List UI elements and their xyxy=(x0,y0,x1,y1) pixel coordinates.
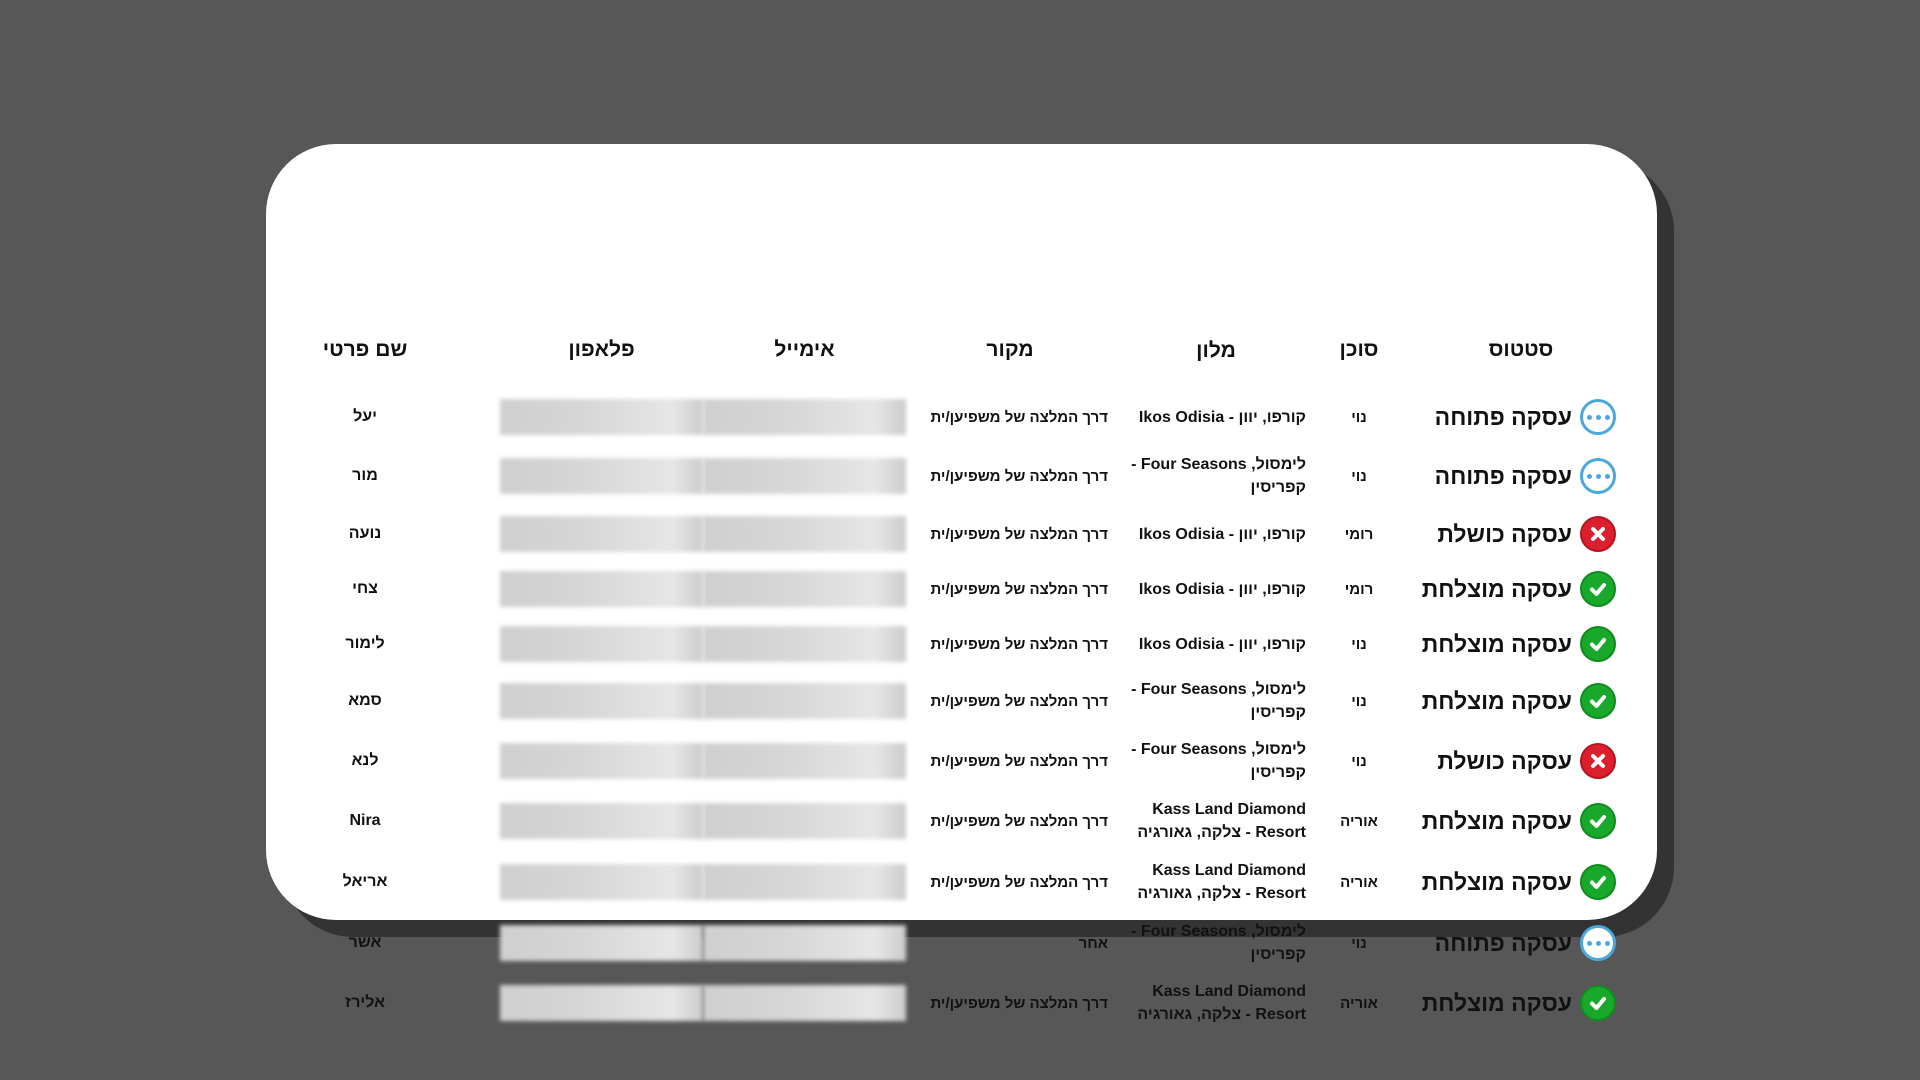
status-cell xyxy=(1396,915,1616,971)
first-name-cell: לנא xyxy=(351,752,379,769)
hotel-cell: לימסול, Four Seasons - קפריסין xyxy=(1131,456,1306,496)
check-circle-icon xyxy=(1580,864,1616,900)
hotel-cell: לימסול, Four Seasons - קפריסין xyxy=(1131,681,1306,721)
phone-cell-redacted xyxy=(500,561,703,617)
status-cell xyxy=(1396,561,1616,617)
phone-cell-redacted xyxy=(500,915,703,971)
source-cell: אחר xyxy=(1078,934,1108,952)
agent-cell: אוריה xyxy=(1340,994,1378,1012)
table-row[interactable] xyxy=(266,915,1657,971)
email-cell-redacted xyxy=(703,733,906,789)
status-cell xyxy=(1396,616,1616,672)
first-name-cell: אלירז xyxy=(345,994,385,1011)
table-row[interactable] xyxy=(266,975,1657,1031)
x-circle-icon xyxy=(1580,516,1616,552)
status-label: עסקה מוצלחת xyxy=(1421,630,1572,657)
table-row[interactable] xyxy=(266,854,1657,910)
hotel-cell: Kass Land Diamond Resort - צלקה, גאורגיה xyxy=(1137,801,1306,841)
status-cell xyxy=(1396,506,1616,562)
phone-cell-redacted xyxy=(500,389,703,445)
status-label: עסקה כושלת xyxy=(1437,747,1572,774)
source-cell: דרך המלצה של משפיען/ית xyxy=(930,635,1108,653)
status-label: עסקה מוצלחת xyxy=(1421,575,1572,602)
table-row[interactable] xyxy=(266,673,1657,729)
phone-cell-redacted xyxy=(500,448,703,504)
agent-cell: אוריה xyxy=(1340,873,1378,891)
hotel-cell: Kass Land Diamond Resort - צלקה, גאורגיה xyxy=(1137,983,1306,1023)
header-source: מקור xyxy=(986,338,1034,361)
status-cell xyxy=(1396,389,1616,445)
hotel-cell: Kass Land Diamond Resort - צלקה, גאורגיה xyxy=(1137,862,1306,902)
check-circle-icon xyxy=(1580,626,1616,662)
table-row[interactable] xyxy=(266,616,1657,672)
phone-cell-redacted xyxy=(500,616,703,672)
leads-table-card xyxy=(266,144,1657,1023)
agent-cell: אוריה xyxy=(1340,812,1378,830)
source-cell: דרך המלצה של משפיען/ית xyxy=(930,692,1108,710)
email-cell-redacted xyxy=(703,854,906,910)
status-cell xyxy=(1396,733,1616,789)
source-cell: דרך המלצה של משפיען/ית xyxy=(930,994,1108,1012)
phone-cell-redacted xyxy=(500,854,703,910)
table-row[interactable] xyxy=(266,506,1657,562)
status-label: עסקה פתוחה xyxy=(1434,462,1572,489)
check-circle-icon xyxy=(1580,571,1616,607)
status-label: עסקה פתוחה xyxy=(1434,403,1572,430)
agent-cell: נוי xyxy=(1351,692,1367,710)
hotel-cell: קורפו, יוון - Ikos Odisia xyxy=(1138,408,1306,426)
phone-cell-redacted xyxy=(500,733,703,789)
status-label: עסקה מוצלחת xyxy=(1421,868,1572,895)
more-dots-icon xyxy=(1580,399,1616,435)
header-agent: סוכן xyxy=(1339,338,1379,361)
hotel-cell: לימסול, Four Seasons - קפריסין xyxy=(1131,741,1306,781)
source-cell: דרך המלצה של משפיען/ית xyxy=(930,525,1108,543)
email-cell-redacted xyxy=(703,915,906,971)
hotel-cell: לימסול, Four Seasons - קפריסין xyxy=(1131,923,1306,963)
header-phone: פלאפון xyxy=(568,338,635,361)
email-cell-redacted xyxy=(703,793,906,849)
table-header xyxy=(266,322,1657,378)
email-cell-redacted xyxy=(703,616,906,672)
first-name-cell: נועה xyxy=(348,525,382,542)
status-label: עסקה כושלת xyxy=(1437,520,1572,547)
phone-cell-redacted xyxy=(500,975,703,1031)
hotel-cell: קורפו, יוון - Ikos Odisia xyxy=(1138,635,1306,653)
email-cell-redacted xyxy=(703,448,906,504)
source-cell: דרך המלצה של משפיען/ית xyxy=(930,873,1108,891)
x-circle-icon xyxy=(1580,743,1616,779)
status-cell xyxy=(1396,448,1616,504)
source-cell: דרך המלצה של משפיען/ית xyxy=(930,580,1108,598)
status-label: עסקה מוצלחת xyxy=(1421,807,1572,834)
table-row[interactable] xyxy=(266,793,1657,849)
header-status: סטטוס xyxy=(1488,338,1554,361)
header-first-name: שם פרטי xyxy=(322,338,408,361)
check-circle-icon xyxy=(1580,683,1616,719)
status-label: עסקה מוצלחת xyxy=(1421,687,1572,714)
header-hotel: מלון xyxy=(1196,338,1236,362)
phone-cell-redacted xyxy=(500,793,703,849)
email-cell-redacted xyxy=(703,506,906,562)
source-cell: דרך המלצה של משפיען/ית xyxy=(930,812,1108,830)
table-row[interactable] xyxy=(266,448,1657,504)
more-dots-icon xyxy=(1580,458,1616,494)
first-name-cell: Nira xyxy=(349,812,381,829)
first-name-cell: אריאל xyxy=(342,873,388,890)
status-label: עסקה פתוחה xyxy=(1434,929,1572,956)
agent-cell: נוי xyxy=(1351,752,1367,770)
first-name-cell: צחי xyxy=(352,580,378,597)
table-row[interactable] xyxy=(266,733,1657,789)
email-cell-redacted xyxy=(703,975,906,1031)
agent-cell: רומי xyxy=(1344,525,1374,543)
source-cell: דרך המלצה של משפיען/ית xyxy=(930,467,1108,485)
first-name-cell: לימור xyxy=(345,635,385,652)
first-name-cell: סמא xyxy=(348,692,382,709)
check-circle-icon xyxy=(1580,985,1616,1021)
header-email: אימייל xyxy=(774,338,835,361)
table-row[interactable] xyxy=(266,561,1657,617)
phone-cell-redacted xyxy=(500,506,703,562)
status-cell xyxy=(1396,975,1616,1031)
agent-cell: נוי xyxy=(1351,635,1367,653)
first-name-cell: אשר xyxy=(348,934,382,951)
source-cell: דרך המלצה של משפיען/ית xyxy=(930,752,1108,770)
status-cell xyxy=(1396,793,1616,849)
email-cell-redacted xyxy=(703,673,906,729)
table-row[interactable] xyxy=(266,389,1657,445)
source-cell: דרך המלצה של משפיען/ית xyxy=(930,408,1108,426)
first-name-cell: מור xyxy=(352,467,378,484)
agent-cell: רומי xyxy=(1344,580,1374,598)
more-dots-icon xyxy=(1580,925,1616,961)
hotel-cell: קורפו, יוון - Ikos Odisia xyxy=(1138,525,1306,543)
agent-cell: נוי xyxy=(1351,467,1367,485)
email-cell-redacted xyxy=(703,561,906,617)
check-circle-icon xyxy=(1580,803,1616,839)
status-cell xyxy=(1396,673,1616,729)
agent-cell: נוי xyxy=(1351,934,1367,952)
email-cell-redacted xyxy=(703,389,906,445)
phone-cell-redacted xyxy=(500,673,703,729)
agent-cell: נוי xyxy=(1351,408,1367,426)
status-cell xyxy=(1396,854,1616,910)
hotel-cell: קורפו, יוון - Ikos Odisia xyxy=(1138,580,1306,598)
first-name-cell: יעל xyxy=(353,408,377,425)
status-label: עסקה מוצלחת xyxy=(1421,989,1572,1016)
